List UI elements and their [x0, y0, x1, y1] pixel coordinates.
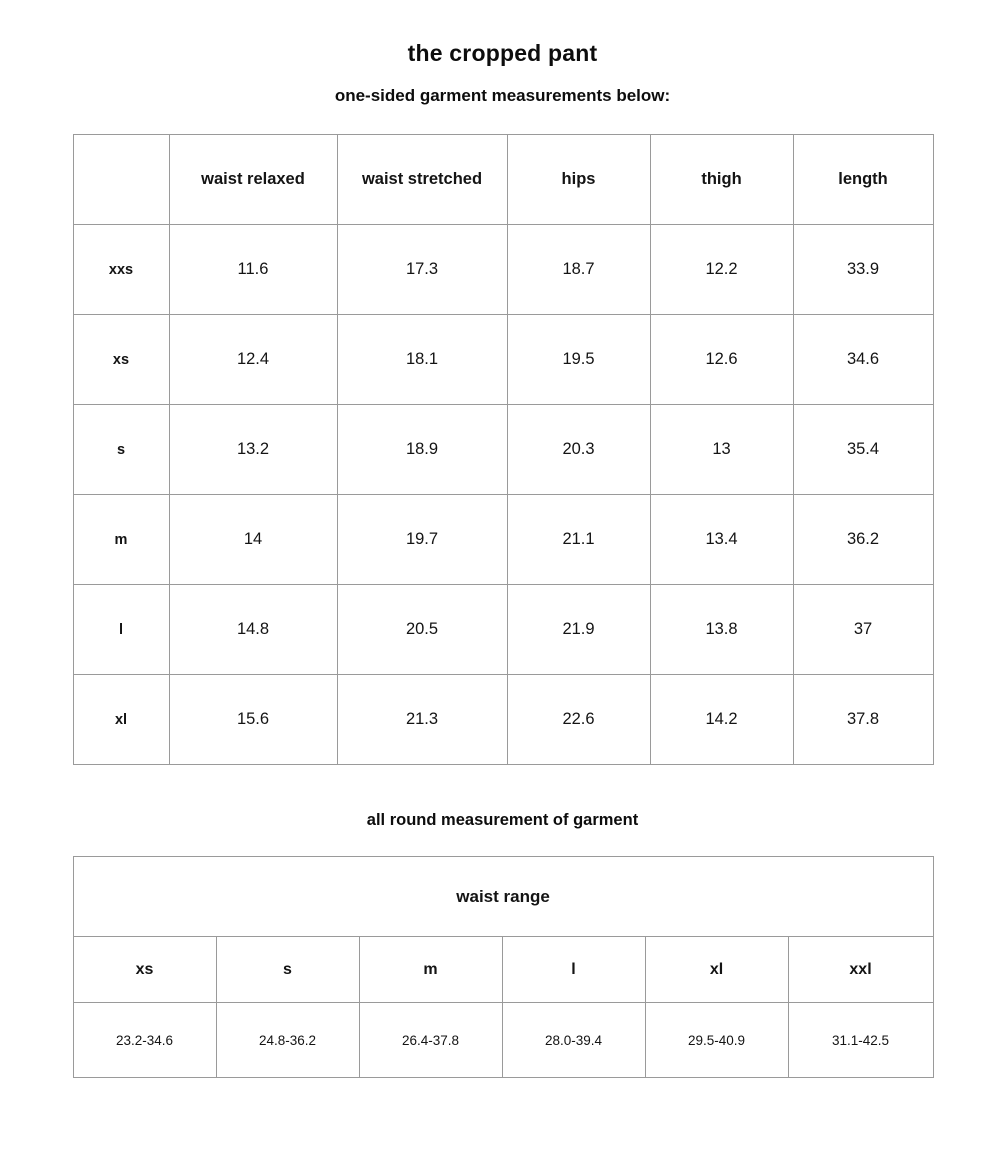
cell-length: 34.6: [793, 315, 933, 405]
cell-thigh: 13.8: [650, 585, 793, 675]
row-size-label: xs: [73, 315, 169, 405]
cell-hips: 18.7: [507, 225, 650, 315]
range-size-xl: xl: [645, 937, 788, 1003]
cell-length: 33.9: [793, 225, 933, 315]
size-chart-head: [73, 135, 933, 225]
cell-hips: 21.1: [507, 495, 650, 585]
cell-thigh: 12.6: [650, 315, 793, 405]
table-row: [73, 405, 933, 495]
column-header-waist-stretched: waist stretched: [337, 135, 507, 225]
table-row: [73, 315, 933, 405]
range-value-xl: 29.5-40.9: [645, 1003, 788, 1078]
cell-thigh: 12.2: [650, 225, 793, 315]
row-size-label: xl: [73, 675, 169, 765]
cell-hips: 20.3: [507, 405, 650, 495]
range-value-l: 28.0-39.4: [502, 1003, 645, 1078]
table-row: [73, 495, 933, 585]
column-header-hips: hips: [507, 135, 650, 225]
size-chart-table: [73, 134, 934, 765]
range-value-s: 24.8-36.2: [216, 1003, 359, 1078]
cell-waist-relaxed: 14.8: [169, 585, 337, 675]
cell-length: 36.2: [793, 495, 933, 585]
size-chart-body: [73, 225, 933, 765]
range-value-m: 26.4-37.8: [359, 1003, 502, 1078]
range-size-m: m: [359, 937, 502, 1003]
page-subtitle: one-sided garment measurements below:: [334, 86, 671, 105]
range-size-l: l: [502, 937, 645, 1003]
cell-waist-relaxed: 15.6: [169, 675, 337, 765]
cell-waist-stretched: 20.5: [337, 585, 507, 675]
cell-waist-stretched: 17.3: [337, 225, 507, 315]
cell-waist-stretched: 18.9: [337, 405, 507, 495]
table-row: [73, 585, 933, 675]
cell-waist-stretched: 18.1: [337, 315, 507, 405]
cell-waist-relaxed: 11.6: [169, 225, 337, 315]
waist-range-body: [73, 1003, 933, 1078]
column-header-thigh: thigh: [650, 135, 793, 225]
range-value-xs: 23.2-34.6: [73, 1003, 216, 1078]
waist-range-table: [73, 856, 934, 1078]
cell-waist-relaxed: 13.2: [169, 405, 337, 495]
table-row: [73, 225, 933, 315]
cell-length: 37: [793, 585, 933, 675]
row-size-label: s: [73, 405, 169, 495]
cell-thigh: 13.4: [650, 495, 793, 585]
all-round-section-label: all round measurement of garment: [366, 811, 639, 829]
range-size-xs: xs: [73, 937, 216, 1003]
column-header-waist-relaxed: waist relaxed: [169, 135, 337, 225]
row-size-label: m: [73, 495, 169, 585]
cell-thigh: 13: [650, 405, 793, 495]
cell-waist-relaxed: 12.4: [169, 315, 337, 405]
row-size-label: xxs: [73, 225, 169, 315]
cell-hips: 21.9: [507, 585, 650, 675]
column-header-length: length: [793, 135, 933, 225]
table-header-row: [73, 135, 933, 225]
waist-range-title: waist range: [73, 857, 933, 937]
cell-length: 37.8: [793, 675, 933, 765]
range-value-xxl: 31.1-42.5: [788, 1003, 933, 1078]
range-size-xxl: xxl: [788, 937, 933, 1003]
range-size-s: s: [216, 937, 359, 1003]
table-row: [73, 1003, 933, 1078]
column-header-blank: [73, 135, 169, 225]
cell-waist-relaxed: 14: [169, 495, 337, 585]
size-chart-wrapper: [73, 134, 933, 765]
cell-waist-stretched: 21.3: [337, 675, 507, 765]
row-size-label: l: [73, 585, 169, 675]
page-title: the cropped pant: [407, 40, 598, 66]
table-row: [73, 675, 933, 765]
waist-range-head: [73, 857, 933, 1003]
cell-hips: 19.5: [507, 315, 650, 405]
cell-waist-stretched: 19.7: [337, 495, 507, 585]
cell-length: 35.4: [793, 405, 933, 495]
waist-range-wrapper: [73, 856, 933, 1078]
table-header-row: [73, 857, 933, 937]
cell-hips: 22.6: [507, 675, 650, 765]
cell-thigh: 14.2: [650, 675, 793, 765]
table-header-row: [73, 937, 933, 1003]
